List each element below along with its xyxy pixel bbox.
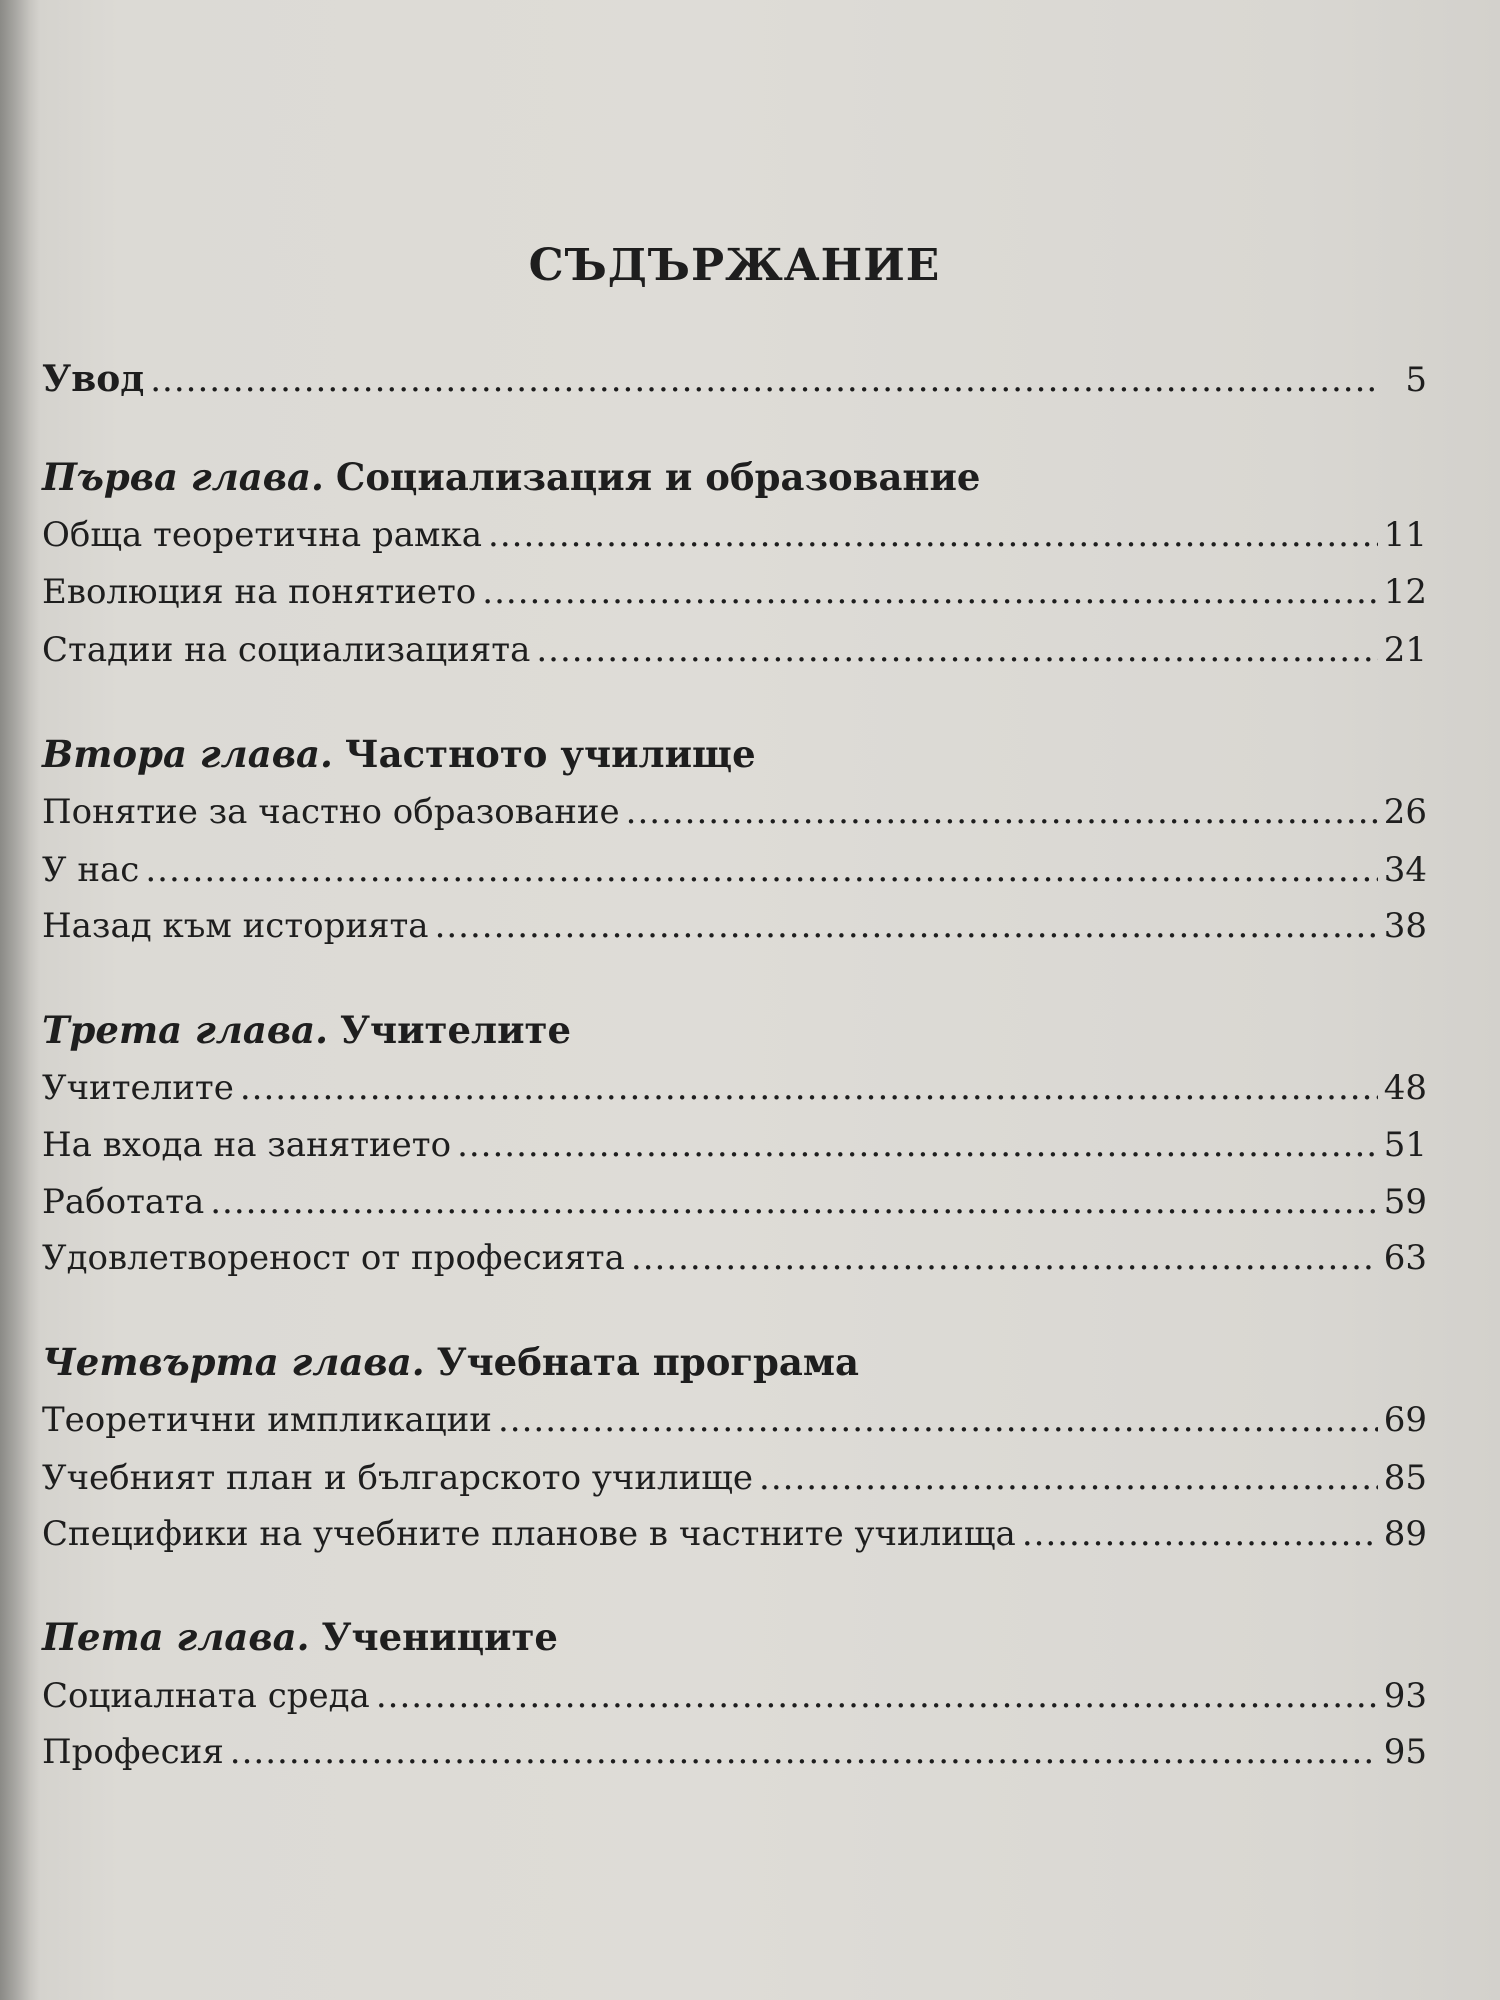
entry-page: 59 <box>1383 1182 1427 1222</box>
dot-leader <box>210 1182 1377 1222</box>
entry-page: 89 <box>1383 1514 1427 1554</box>
entry-label: У нас <box>42 850 140 890</box>
chapter-number: Трета глава. <box>42 1008 328 1052</box>
entry-label: Еволюция на понятието <box>42 572 477 612</box>
entry-label: Учителите <box>42 1068 234 1108</box>
chapter-heading-5 <box>42 1615 1427 1669</box>
entry-page: 21 <box>1383 630 1427 670</box>
entry-page: 69 <box>1383 1400 1427 1440</box>
toc-entry <box>42 1514 1427 1564</box>
toc-entry <box>42 1732 1427 1782</box>
chapter-number: Втора глава. <box>42 732 333 776</box>
toc-entry <box>42 1238 1427 1288</box>
toc-entry <box>42 515 1427 565</box>
entry-label: Професия <box>42 1732 224 1772</box>
chapter-heading-2 <box>42 732 1427 786</box>
chapter-name: Учителите <box>339 1008 571 1052</box>
entry-label: Стадии на социализацията <box>42 630 531 670</box>
toc-entry-intro <box>42 358 1427 408</box>
entry-label: Обща теоретична рамка <box>42 515 483 555</box>
toc-entry <box>42 1068 1427 1118</box>
entry-page: 38 <box>1383 906 1427 946</box>
dot-leader <box>488 515 1378 555</box>
dot-leader <box>1022 1514 1378 1554</box>
entry-page: 93 <box>1383 1676 1427 1716</box>
entry-page: 34 <box>1383 850 1427 890</box>
entry-page: 12 <box>1383 572 1427 612</box>
toc-entry <box>42 906 1427 956</box>
spine-shadow <box>0 0 40 2000</box>
entry-page: 51 <box>1383 1125 1427 1165</box>
entry-page: 95 <box>1383 1732 1427 1772</box>
chapter-heading-1 <box>42 455 1427 509</box>
chapter-heading-4 <box>42 1340 1427 1394</box>
chapter-name: Частното училище <box>344 732 756 776</box>
dot-leader <box>230 1732 1378 1772</box>
toc-entry <box>42 630 1427 680</box>
dot-leader <box>482 572 1377 612</box>
entry-page: 48 <box>1383 1068 1427 1108</box>
chapter-name: Учебната програма <box>436 1340 860 1384</box>
entry-label: На входа на занятието <box>42 1125 452 1165</box>
entry-page: 85 <box>1383 1458 1427 1498</box>
chapter-number: Пета глава. <box>42 1615 310 1659</box>
dot-leader <box>457 1125 1378 1165</box>
entry-label: Понятие за частно образование <box>42 792 620 832</box>
table-of-contents <box>42 0 1427 2000</box>
chapter-number: Първа глава. <box>42 455 324 499</box>
dot-leader <box>376 1676 1378 1716</box>
entry-page: 63 <box>1383 1238 1427 1278</box>
dot-leader <box>631 1238 1378 1278</box>
chapter-number: Четвърта глава. <box>42 1340 425 1384</box>
toc-entry <box>42 1125 1427 1175</box>
toc-entry <box>42 1182 1427 1232</box>
toc-entry <box>42 1400 1427 1450</box>
chapter-name: Социализация и образование <box>335 455 981 499</box>
toc-entry <box>42 1676 1427 1726</box>
entry-label: Увод <box>42 358 145 400</box>
dot-leader <box>150 360 1379 400</box>
dot-leader <box>536 630 1377 670</box>
dot-leader <box>759 1458 1378 1498</box>
entry-label: Учебният план и българското училище <box>42 1458 754 1498</box>
dot-leader <box>145 850 1377 890</box>
chapter-heading-3 <box>42 1008 1427 1062</box>
toc-entry <box>42 850 1427 900</box>
toc-entry <box>42 572 1427 622</box>
chapter-name: Учениците <box>321 1615 558 1659</box>
toc-title: СЪДЪРЖАНИЕ <box>528 240 941 291</box>
entry-page: 26 <box>1383 792 1427 832</box>
dot-leader <box>498 1400 1378 1440</box>
dot-leader <box>240 1068 1378 1108</box>
entry-page: 5 <box>1405 360 1427 400</box>
toc-entry <box>42 1458 1427 1508</box>
entry-page: 11 <box>1383 515 1427 555</box>
entry-label: Работата <box>42 1182 205 1222</box>
dot-leader <box>626 792 1378 832</box>
entry-label: Теоретични импликации <box>42 1400 492 1440</box>
entry-label: Специфики на учебните планове в частните училища <box>42 1514 1016 1554</box>
entry-label: Назад към историята <box>42 906 429 946</box>
entry-label: Удовлетвореност от професията <box>42 1238 625 1278</box>
dot-leader <box>435 906 1378 946</box>
entry-label: Социалната среда <box>42 1676 370 1716</box>
toc-entry <box>42 792 1427 842</box>
